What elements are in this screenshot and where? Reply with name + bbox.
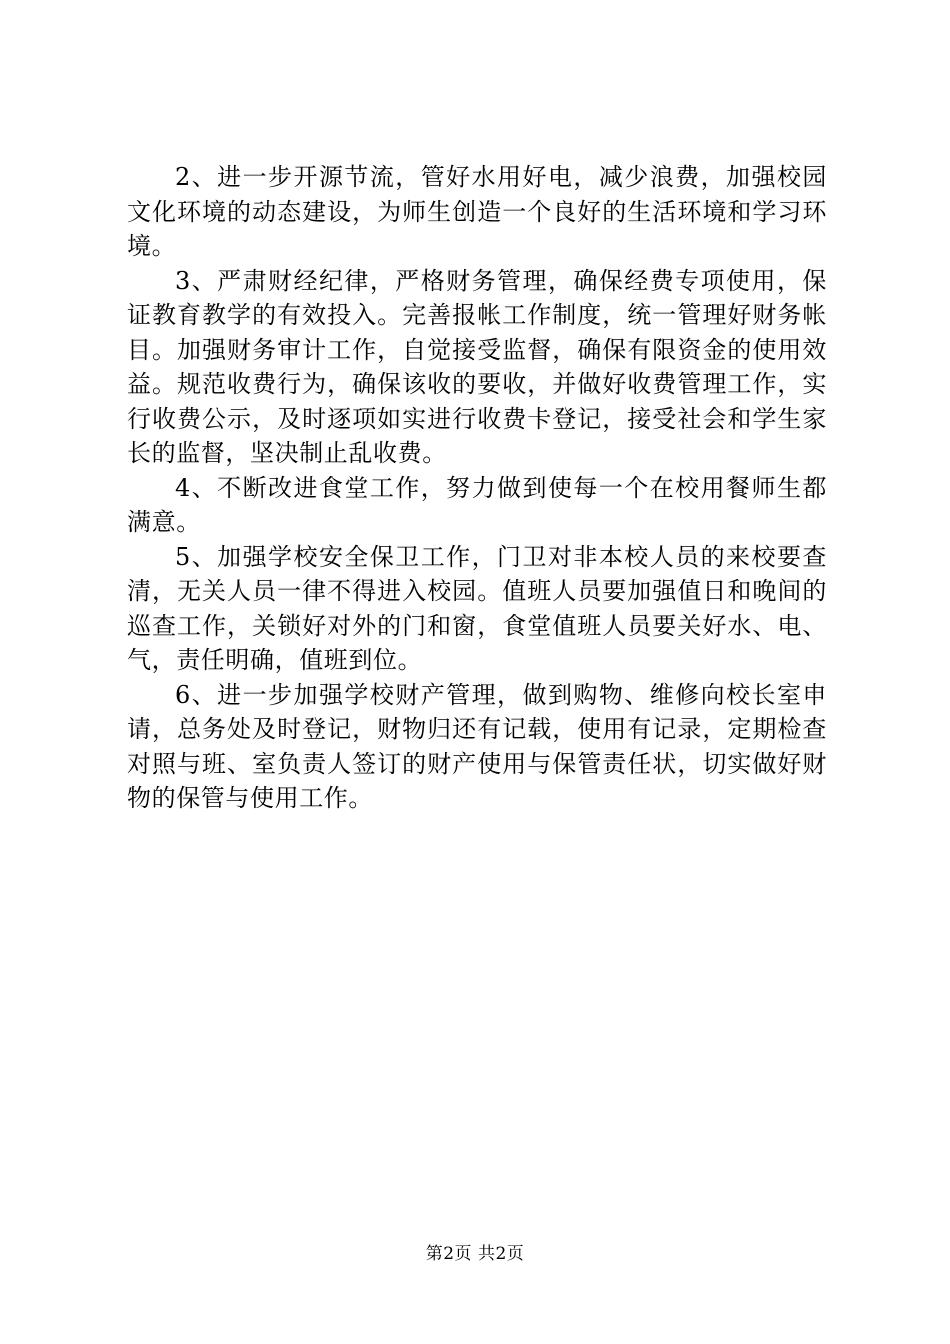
- paragraph-item-5: 5、加强学校安全保卫工作，门卫对非本校人员的来校要查清，无关人员一律不得进入校园。值班人员要加强值日和晚间的巡查工作，关锁好对外的门和窗，食堂值班人员要关好水、电、气，责任明确，值班到位。: [127, 542, 827, 674]
- page-number-footer: 第2页 共2页: [425, 1244, 525, 1264]
- paragraph-item-6: 6、进一步加强学校财产管理，做到购物、维修向校长室申请，总务处及时登记，财物归还有记载，使用有记录，定期检查对照与班、室负责人签订的财产使用与保管责任状，切实做好财物的保管与使用工作。: [127, 680, 827, 812]
- document-body: [127, 160, 827, 816]
- paragraph-item-4: 4、不断改进食堂工作，努力做到使每一个在校用餐师生都满意。: [127, 473, 827, 536]
- paragraph-item-3: 3、严肃财经纪律，严格财务管理，确保经费专项使用，保证教育教学的有效投入。完善报帐工作制度，统一管理好财务帐目。加强财务审计工作，自觉接受监督，确保有限资金的使用效益。规范收费行为，确保该收的要收，并做好收费管理工作，实行收费公示，及时逐项如实进行收费卡登记，接受社会和学生家长的监督，坚决制止乱收费。: [127, 266, 827, 467]
- paragraph-item-2: 2、进一步开源节流，管好水用好电，减少浪费，加强校园文化环境的动态建设，为师生创造一个良好的生活环境和学习环境。: [127, 163, 827, 260]
